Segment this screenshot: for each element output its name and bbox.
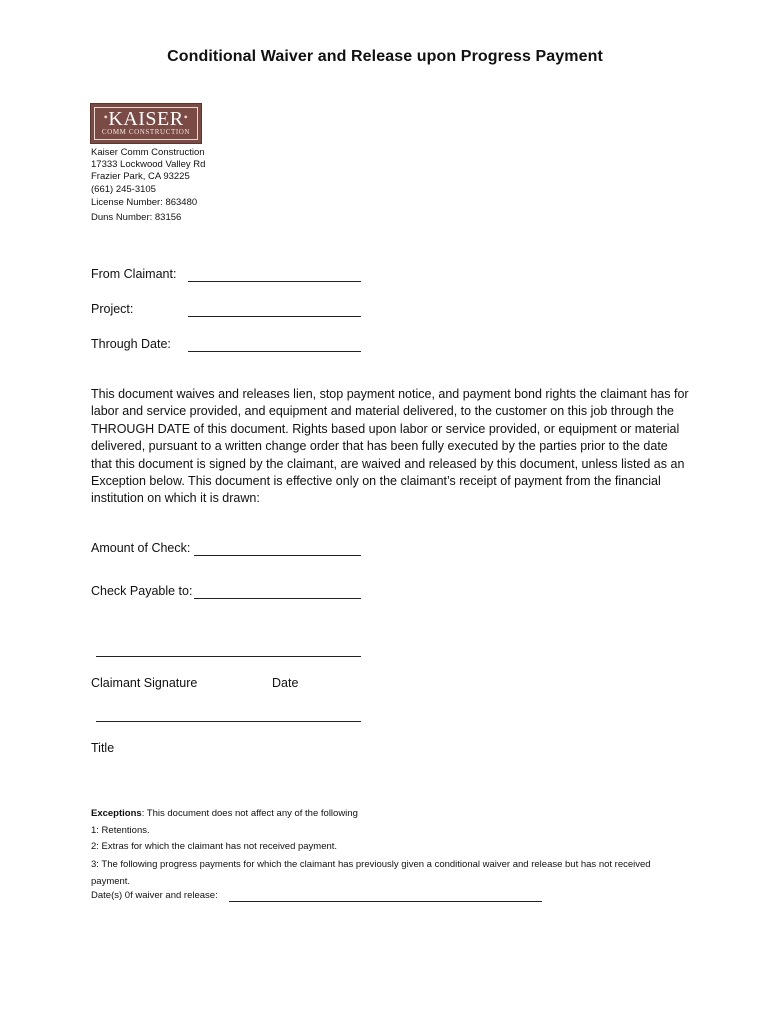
project-field[interactable]	[188, 316, 361, 317]
check-payable-field[interactable]	[194, 598, 361, 599]
company-duns: Duns Number: 83156	[91, 212, 182, 223]
signature-date-label: Date	[272, 676, 299, 690]
company-phone: (661) 245-3105	[91, 184, 156, 195]
logo-ornament-left: •	[103, 110, 109, 124]
logo-ornament-right: •	[183, 110, 189, 124]
exception-item-1: 1: Retentions.	[91, 825, 150, 836]
exception-item-2: 2: Extras for which the claimant has not received payment.	[91, 841, 338, 852]
project-label: Project:	[91, 302, 134, 316]
from-claimant-field[interactable]	[188, 281, 361, 282]
amount-of-check-field[interactable]	[194, 555, 361, 556]
document-title: Conditional Waiver and Release upon Progress Payment	[167, 48, 603, 65]
exceptions-intro	[91, 808, 358, 820]
exceptions-heading: Exceptions	[91, 808, 142, 819]
waiver-dates-field[interactable]	[229, 901, 542, 902]
through-date-label: Through Date:	[91, 337, 171, 351]
logo-subtitle: COMM CONSTRUCTION	[101, 128, 191, 136]
exceptions-intro-text: : This document does not affect any of the following	[141, 808, 358, 819]
company-logo	[90, 103, 202, 144]
exception-item-3: 3: The following progress payments for which the claimant has previously given a conditional waiver and release but has not received payment.	[91, 859, 651, 887]
claimant-signature-label: Claimant Signature	[91, 676, 198, 690]
title-line[interactable]	[96, 721, 361, 722]
title-label: Title	[91, 741, 115, 755]
logo-wordmark	[91, 107, 201, 129]
check-payable-label: Check Payable to:	[91, 584, 193, 598]
from-claimant-label: From Claimant:	[91, 267, 177, 281]
through-date-field[interactable]	[188, 351, 361, 352]
amount-of-check-label: Amount of Check:	[91, 541, 191, 555]
company-name: Kaiser Comm Construction	[91, 147, 205, 158]
waiver-dates-label: Date(s) 0f waiver and release:	[91, 890, 218, 901]
waiver-body-text: This document waives and releases lien, stop payment notice, and payment bond rights the claimant has for labor and service provided, and equipment and material delivered, to the customer on this job through the THROUGH DATE of this document. Rights based upon labor or service provided, or equipment or material delivered, pursuant to a written change order that has been fully executed by the parties prior to the date that this document is signed by the claimant, are waived and released by this document, unless listed as an Exception below. This document is effective only on the claimant’s receipt of payment from the financial institution on which it is drawn:	[91, 387, 689, 506]
company-license: License Number: 863480	[91, 197, 198, 208]
signature-line[interactable]	[96, 656, 361, 657]
logo-name: KAISER	[108, 108, 184, 130]
company-street: 17333 Lockwood Valley Rd	[91, 159, 206, 170]
company-city: Frazier Park, CA 93225	[91, 171, 190, 182]
